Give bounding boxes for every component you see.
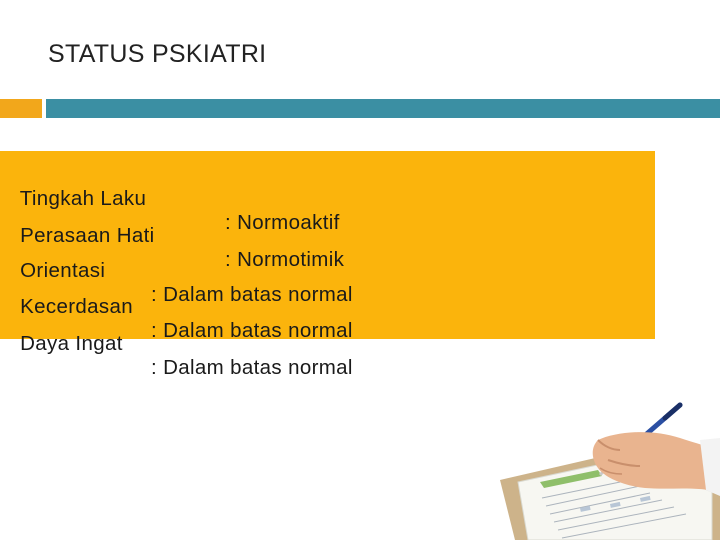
slide-title: STATUS PSKIATRI	[48, 40, 267, 68]
status-value: : Normotimik	[225, 248, 345, 271]
header-accent-bar	[0, 99, 42, 118]
status-value: : Dalam batas normal	[151, 283, 353, 306]
header-bar	[46, 99, 720, 118]
status-label: Tingkah Laku	[19, 187, 147, 210]
status-label: Kecerdasan	[20, 295, 134, 318]
status-value: : Dalam batas normal	[151, 356, 353, 379]
status-row-daya-ingat	[8, 308, 353, 380]
status-value: : Normoaktif	[225, 211, 340, 234]
status-label: Daya Ingat	[20, 332, 123, 355]
status-label: Orientasi	[20, 259, 106, 282]
hand-writing-clipboard-icon	[480, 380, 720, 540]
status-label: Perasaan Hati	[20, 224, 155, 247]
status-value: : Dalam batas normal	[151, 319, 353, 342]
